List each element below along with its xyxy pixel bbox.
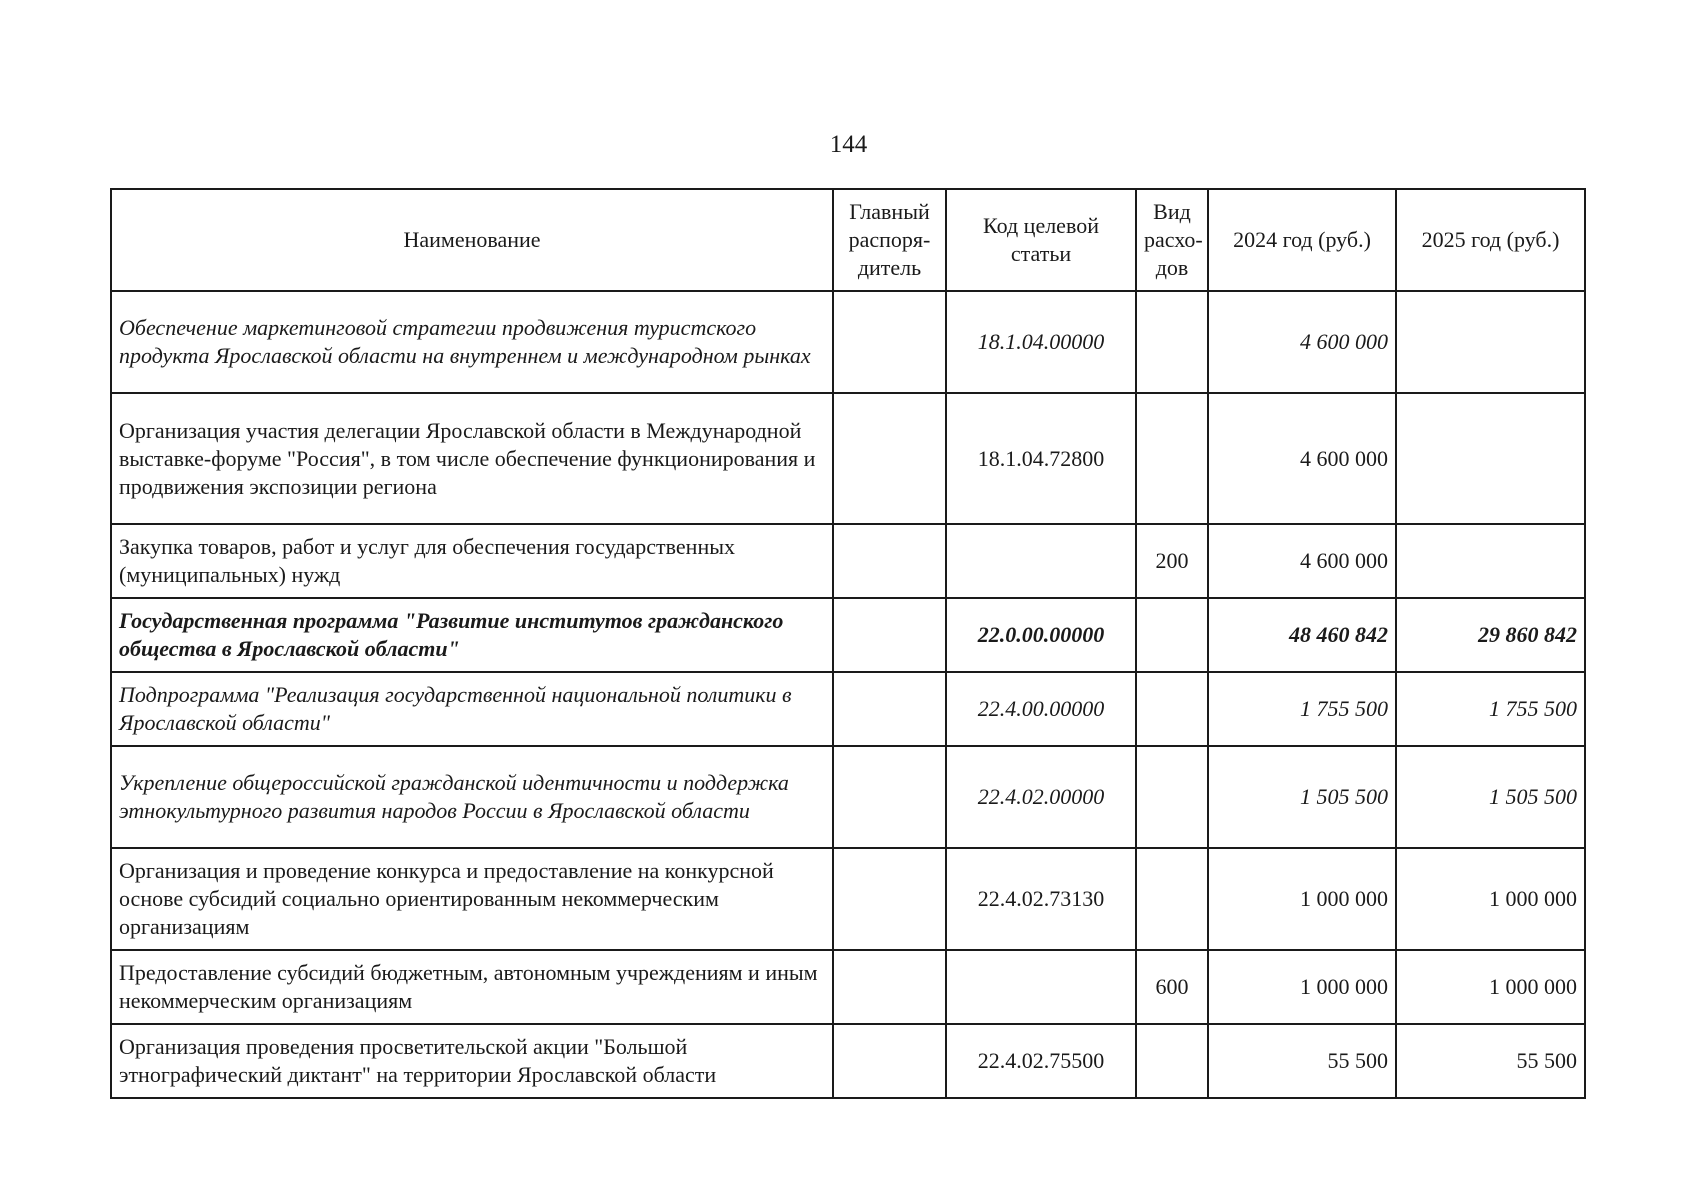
row-name: Организация участия делегации Ярославской области в Международной выставке-форуме "Россия", в том числе обеспечение функционирования и продвижения экспозиции региона: [111, 393, 833, 524]
row-2025: [1396, 524, 1585, 598]
row-administrator: [833, 598, 946, 672]
header-code: Код целевой статьи: [946, 189, 1136, 291]
row-name: Обеспечение маркетинговой стратегии продвижения туристского продукта Ярославской области на внутреннем и международном рынках: [111, 291, 833, 393]
row-name: Укрепление общероссийской гражданской идентичности и поддержка этнокультурного развития народов России в Ярославской области: [111, 746, 833, 848]
table-row: [111, 291, 1585, 393]
header-name: Наименование: [111, 189, 833, 291]
row-administrator: [833, 524, 946, 598]
row-2024: 1 000 000: [1208, 950, 1396, 1024]
table-row: [111, 393, 1585, 524]
header-administrator: Главный распоря-дитель: [833, 189, 946, 291]
row-name: Закупка товаров, работ и услуг для обеспечения государственных (муниципальных) нужд: [111, 524, 833, 598]
row-expense-type: [1136, 746, 1208, 848]
budget-table: [110, 188, 1586, 1099]
table-row: [111, 598, 1585, 672]
row-2025: 1 505 500: [1396, 746, 1585, 848]
row-2025: 1 000 000: [1396, 848, 1585, 950]
table-row: [111, 746, 1585, 848]
row-2024: 4 600 000: [1208, 393, 1396, 524]
row-code: [946, 950, 1136, 1024]
row-administrator: [833, 1024, 946, 1098]
row-expense-type: [1136, 291, 1208, 393]
header-expense-type: Вид расхо-дов: [1136, 189, 1208, 291]
table-row: [111, 524, 1585, 598]
row-2024: 48 460 842: [1208, 598, 1396, 672]
row-2024: 1 505 500: [1208, 746, 1396, 848]
table-row: [111, 950, 1585, 1024]
row-expense-type: [1136, 848, 1208, 950]
header-2025: 2025 год (руб.): [1396, 189, 1585, 291]
row-2025: 55 500: [1396, 1024, 1585, 1098]
row-2024: 4 600 000: [1208, 291, 1396, 393]
row-expense-type: 200: [1136, 524, 1208, 598]
row-code: 22.4.00.00000: [946, 672, 1136, 746]
page-number: 144: [829, 131, 868, 158]
row-name: Государственная программа "Развитие институтов гражданского общества в Ярославской области": [111, 598, 833, 672]
row-expense-type: [1136, 393, 1208, 524]
row-expense-type: 600: [1136, 950, 1208, 1024]
row-administrator: [833, 848, 946, 950]
row-administrator: [833, 672, 946, 746]
row-code: 18.1.04.72800: [946, 393, 1136, 524]
row-name: Предоставление субсидий бюджетным, автономным учреждениям и иным некоммерческим организациям: [111, 950, 833, 1024]
row-name: Организация проведения просветительской акции "Большой этнографический диктант" на территории Ярославской области: [111, 1024, 833, 1098]
table-header-row: [111, 189, 1585, 291]
row-administrator: [833, 950, 946, 1024]
table-row: [111, 672, 1585, 746]
row-2024: 1 755 500: [1208, 672, 1396, 746]
row-name: Подпрограмма "Реализация государственной национальной политики в Ярославской области": [111, 672, 833, 746]
row-administrator: [833, 746, 946, 848]
row-2024: 1 000 000: [1208, 848, 1396, 950]
row-code: [946, 524, 1136, 598]
row-administrator: [833, 291, 946, 393]
row-2025: 1 000 000: [1396, 950, 1585, 1024]
row-name: Организация и проведение конкурса и предоставление на конкурсной основе субсидий социально ориентированным некоммерческим организациям: [111, 848, 833, 950]
row-2025: 29 860 842: [1396, 598, 1585, 672]
row-code: 18.1.04.00000: [946, 291, 1136, 393]
table-row: [111, 1024, 1585, 1098]
row-2024: 4 600 000: [1208, 524, 1396, 598]
header-2024: 2024 год (руб.): [1208, 189, 1396, 291]
row-code: 22.4.02.00000: [946, 746, 1136, 848]
row-2025: [1396, 291, 1585, 393]
table-row: [111, 848, 1585, 950]
row-code: 22.4.02.75500: [946, 1024, 1136, 1098]
row-administrator: [833, 393, 946, 524]
row-code: 22.0.00.00000: [946, 598, 1136, 672]
row-expense-type: [1136, 1024, 1208, 1098]
row-2025: 1 755 500: [1396, 672, 1585, 746]
row-expense-type: [1136, 598, 1208, 672]
row-2024: 55 500: [1208, 1024, 1396, 1098]
row-2025: [1396, 393, 1585, 524]
row-expense-type: [1136, 672, 1208, 746]
row-code: 22.4.02.73130: [946, 848, 1136, 950]
